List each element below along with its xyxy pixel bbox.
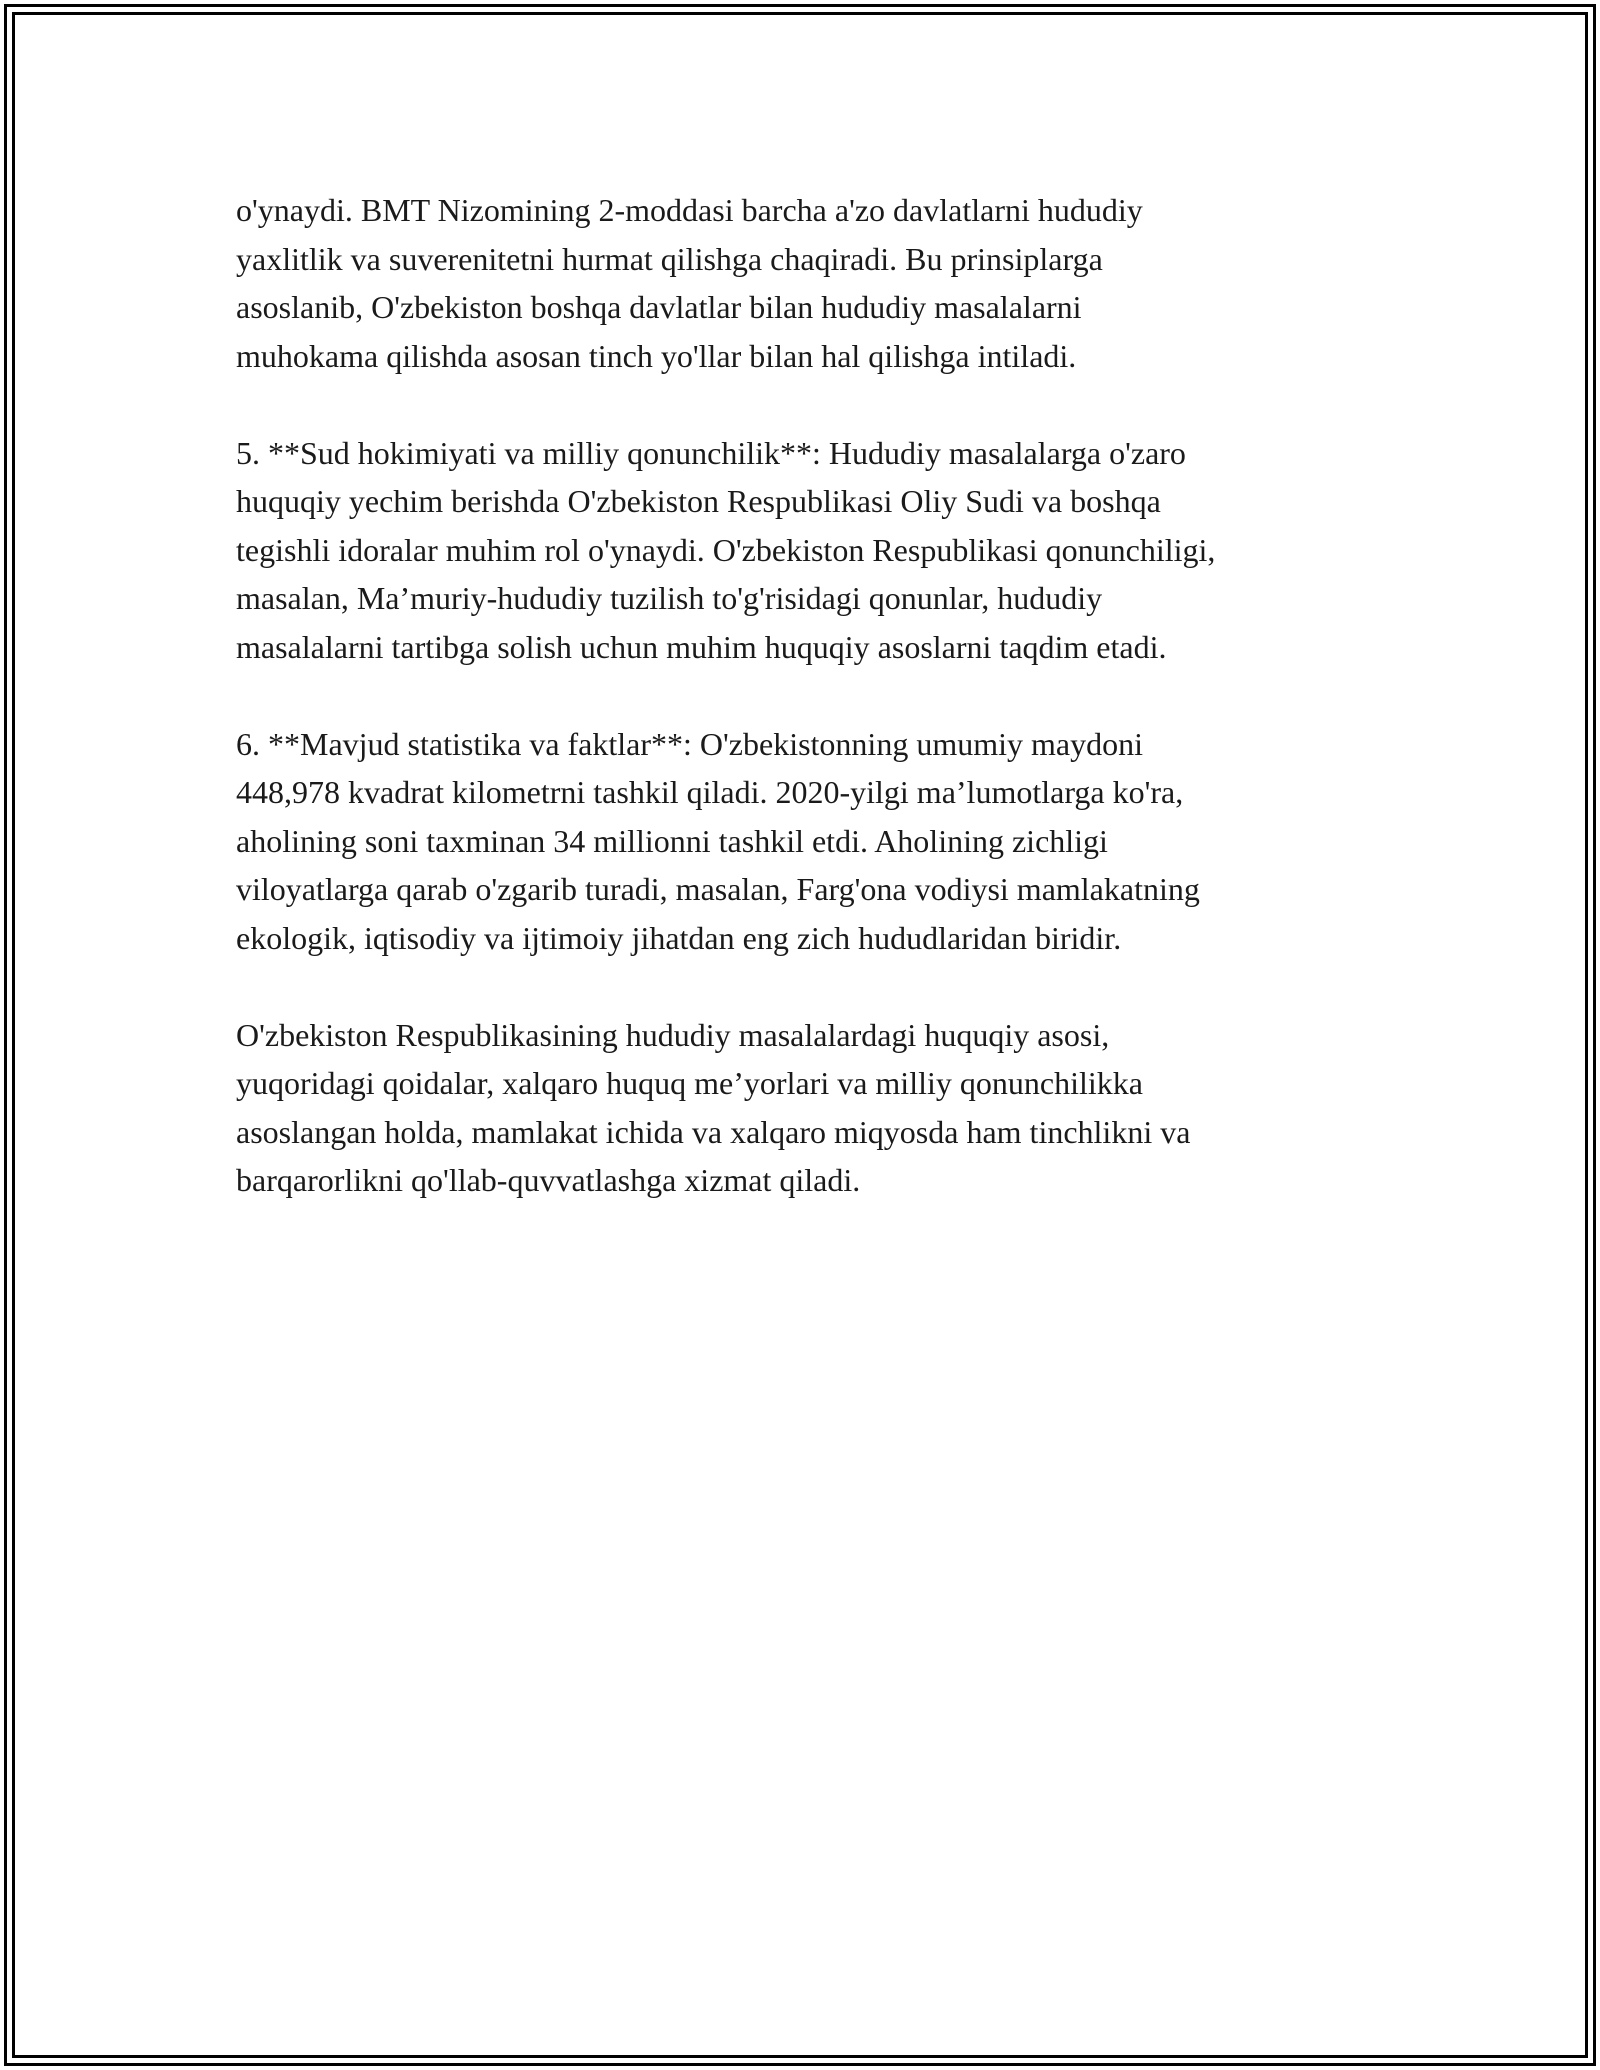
text-line: yaxlitlik va suverenitetni hurmat qilishga chaqiradi. Bu prinsiplarga xyxy=(236,240,1103,277)
text-line: o'ynaydi. BMT Nizomining 2-moddasi barcha a'zo davlatlarni hududiy xyxy=(236,192,1143,228)
text-line: tegishli idoralar muhim rol o'ynaydi. O'zbekiston Respublikasi qonunchiligi, xyxy=(236,531,1216,568)
paragraph-3 xyxy=(236,720,1366,963)
text-line: aholining soni taxminan 34 millionni tashkil etdi. Aholining zichligi xyxy=(236,822,1108,859)
document-body xyxy=(236,186,1366,1253)
paragraph-4 xyxy=(236,1011,1366,1205)
text-line: masalalarni tartibga solish uchun muhim huquqiy asoslarni taqdim etadi. xyxy=(236,628,1167,665)
text-line: 6. **Mavjud statistika va faktlar**: O'zbekistonning umumiy maydoni xyxy=(236,725,1143,762)
text-line: 448,978 kvadrat kilometrni tashkil qiladi. 2020-yilgi ma’lumotlarga ko'ra, xyxy=(236,774,1184,810)
text-line: O'zbekiston Respublikasining hududiy masalalardagi huquqiy asosi, xyxy=(236,1016,1110,1053)
paragraph-1 xyxy=(236,186,1366,380)
text-line: asoslangan holda, mamlakat ichida va xalqaro miqyosda ham tinchlikni va xyxy=(236,1113,1191,1150)
text-line: barqarorlikni qo'llab-quvvatlashga xizmat qiladi. xyxy=(236,1162,861,1198)
text-line: ekologik, iqtisodiy va ijtimoiy jihatdan eng zich hududlaridan biridir. xyxy=(236,919,1122,956)
text-line: muhokama qilishda asosan tinch yo'llar bilan hal qilishga intiladi. xyxy=(236,337,1077,374)
text-line: yuqoridagi qoidalar, xalqaro huquq me’yorlari va milliy qonunchilikka xyxy=(236,1065,1143,1101)
text-line: viloyatlarga qarab o'zgarib turadi, masalan, Farg'ona vodiysi mamlakatning xyxy=(236,871,1200,907)
text-line: 5. **Sud hokimiyati va milliy qonunchilik**: Hududiy masalalarga o'zaro xyxy=(236,434,1186,471)
paragraph-2 xyxy=(236,429,1366,672)
text-line: masalan, Ma’muriy-hududiy tuzilish to'g'risidagi qonunlar, hududiy xyxy=(236,580,1103,616)
text-line: asoslanib, O'zbekiston boshqa davlatlar bilan hududiy masalalarni xyxy=(236,289,1082,325)
text-line: huquqiy yechim berishda O'zbekiston Respublikasi Oliy Sudi va boshqa xyxy=(236,483,1161,519)
